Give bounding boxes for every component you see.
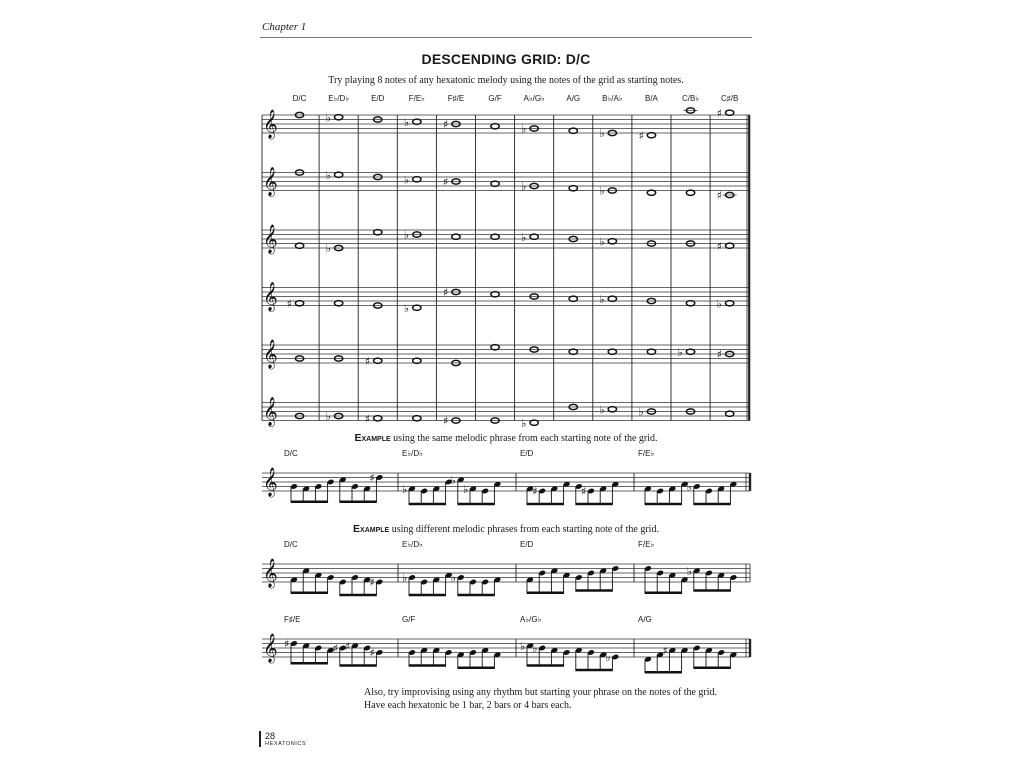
whole-note xyxy=(686,190,694,195)
flat-icon: ♭ xyxy=(521,180,527,193)
whole-note xyxy=(491,181,499,186)
grid-column-label: E/D xyxy=(371,94,385,103)
whole-note xyxy=(647,349,655,354)
sharp-icon: ♯ xyxy=(662,644,668,658)
flat-icon: ♭ xyxy=(403,115,410,129)
whole-note xyxy=(491,292,499,297)
grid-column-label: C♯/B xyxy=(720,94,739,103)
grid-column-label: D/C xyxy=(292,94,307,103)
flat-icon: ♭ xyxy=(599,184,605,198)
treble-clef-icon: 𝄞 xyxy=(263,339,278,368)
flat-icon: ♭ xyxy=(403,301,410,315)
flat-icon: ♭ xyxy=(403,228,410,242)
whole-note xyxy=(725,411,733,416)
flat-icon: ♭ xyxy=(402,571,408,585)
flat-icon: ♭ xyxy=(450,473,457,487)
sharp-icon: ♯ xyxy=(369,471,375,485)
flat-icon: ♭ xyxy=(403,173,410,187)
sharp-icon: ♯ xyxy=(364,354,371,368)
whole-note xyxy=(569,186,577,191)
whole-note xyxy=(334,301,342,306)
flat-icon: ♭ xyxy=(402,482,408,496)
grid-column-label: E♭/D♭ xyxy=(328,94,350,103)
treble-clef-icon: 𝄞 xyxy=(263,281,278,311)
sharp-icon: ♯ xyxy=(532,485,538,498)
grid-column-label: A/G xyxy=(566,94,581,103)
whole-note xyxy=(569,296,577,301)
whole-note xyxy=(491,234,499,239)
flat-icon: ♭ xyxy=(325,111,331,125)
treble-clef-icon: 𝄞 xyxy=(263,109,278,138)
example-label: E/D xyxy=(520,449,534,458)
whole-note xyxy=(491,345,499,350)
treble-clef-icon: 𝄞 xyxy=(263,166,278,196)
example-label: F/E♭ xyxy=(638,540,655,549)
flat-icon: ♭ xyxy=(599,292,605,306)
example-label: E/D xyxy=(520,540,534,549)
flat-icon: ♭ xyxy=(521,230,527,244)
sharp-icon: ♯ xyxy=(442,118,449,131)
flat-icon: ♭ xyxy=(325,168,331,182)
flat-icon: ♭ xyxy=(450,571,457,585)
whole-note xyxy=(413,305,421,310)
flat-icon: ♭ xyxy=(521,416,527,430)
whole-note xyxy=(374,416,382,421)
whole-note xyxy=(725,110,733,115)
sharp-icon: ♯ xyxy=(716,348,722,361)
whole-note xyxy=(608,407,616,412)
sharp-icon: ♯ xyxy=(442,175,449,189)
sharp-icon: ♯ xyxy=(442,414,449,428)
whole-note xyxy=(452,234,460,239)
sharp-icon: ♯ xyxy=(581,485,587,498)
whole-note xyxy=(686,301,694,306)
book-title: HEXATONICS xyxy=(265,741,307,747)
whole-note xyxy=(413,177,421,182)
whole-note xyxy=(413,358,421,363)
sharp-icon: ♯ xyxy=(638,129,644,143)
page-number: 28 xyxy=(265,731,276,741)
flat-icon: ♭ xyxy=(686,564,693,578)
flat-icon: ♭ xyxy=(677,345,683,359)
whole-note xyxy=(413,416,421,421)
example-label: A♭/G♭ xyxy=(520,615,542,624)
grid-column-label: C/B♭ xyxy=(681,94,700,103)
whole-note xyxy=(334,172,342,177)
example-label: E♭/D♭ xyxy=(402,449,423,458)
whole-note xyxy=(334,115,342,120)
example-label: D/C xyxy=(284,540,298,549)
whole-note xyxy=(295,301,303,306)
example2-caption-lead: Example xyxy=(353,523,390,535)
example1-caption-text: using the same melodic phrase from each starting note of the grid. xyxy=(390,433,658,444)
grid-column-label: F♯/E xyxy=(447,94,465,103)
flat-icon: ♭ xyxy=(325,410,331,423)
flat-icon: ♭ xyxy=(599,127,605,140)
flat-icon: ♭ xyxy=(325,242,331,255)
example-label: A/G xyxy=(638,615,652,624)
page-title: DESCENDING GRID: D/C xyxy=(421,51,591,67)
grid-column-label: F/E♭ xyxy=(408,94,425,103)
grid-column-label: G/F xyxy=(488,94,502,103)
flat-icon: ♭ xyxy=(599,235,605,249)
flat-icon: ♭ xyxy=(638,405,644,419)
whole-note xyxy=(374,230,382,235)
flat-icon: ♭ xyxy=(532,642,538,655)
example-label: E♭/D♭ xyxy=(402,540,423,549)
whole-note xyxy=(413,119,421,124)
flat-icon: ♭ xyxy=(599,403,605,417)
whole-note xyxy=(647,133,655,138)
flat-icon: ♭ xyxy=(686,480,693,494)
sharp-icon: ♯ xyxy=(345,639,351,653)
whole-note xyxy=(608,349,616,354)
whole-note xyxy=(608,296,616,301)
sharp-icon: ♯ xyxy=(716,106,722,120)
example2-caption-text: using different melodic phrases from each starting note of the grid. xyxy=(389,524,659,535)
grid-column-label: A♭/G♭ xyxy=(523,94,545,103)
flat-icon: ♭ xyxy=(521,122,527,136)
sharp-icon: ♯ xyxy=(442,286,449,299)
whole-note xyxy=(530,234,538,239)
sharp-icon: ♯ xyxy=(364,412,371,426)
flat-icon: ♭ xyxy=(716,297,722,311)
example-label: F♯/E xyxy=(284,615,301,624)
example-label: F/E♭ xyxy=(638,449,655,458)
whole-note xyxy=(608,239,616,244)
example-label: G/F xyxy=(402,615,416,624)
sharp-icon: ♯ xyxy=(716,189,722,202)
sharp-icon: ♯ xyxy=(369,576,375,589)
whole-note xyxy=(725,243,733,248)
treble-clef-icon: 𝄞 xyxy=(263,467,278,496)
sharp-icon: ♯ xyxy=(369,646,375,660)
sharp-icon: ♯ xyxy=(286,297,292,311)
grid-column-label: B/A xyxy=(644,94,658,103)
whole-note xyxy=(725,301,733,306)
whole-note xyxy=(569,128,577,133)
treble-clef-icon: 𝄞 xyxy=(263,396,278,426)
whole-note xyxy=(295,243,303,248)
treble-clef-icon: 𝄞 xyxy=(263,224,278,253)
whole-note xyxy=(647,190,655,195)
sharp-icon: ♯ xyxy=(332,642,339,655)
whole-note xyxy=(374,358,382,363)
whole-note xyxy=(686,349,694,354)
whole-note xyxy=(569,349,577,354)
chapter-header: Chapter 1 xyxy=(262,21,307,33)
whole-note xyxy=(491,124,499,129)
sharp-icon: ♯ xyxy=(284,637,290,651)
flat-icon: ♭ xyxy=(520,639,526,653)
example-label: D/C xyxy=(284,449,298,458)
flat-icon: ♭ xyxy=(463,482,469,496)
treble-clef-icon: 𝄞 xyxy=(263,558,278,587)
whole-note xyxy=(530,420,538,425)
example1-caption-lead: Example xyxy=(354,432,391,444)
grid-column-label: B♭/A♭ xyxy=(602,94,623,103)
grid-instructions: Try playing 8 notes of any hexatonic melody using the notes of the grid as starting notes. xyxy=(328,75,684,86)
flat-icon: ♭ xyxy=(605,651,611,664)
treble-clef-icon: 𝄞 xyxy=(263,633,278,662)
sharp-icon: ♯ xyxy=(716,239,722,253)
closing-paragraph: Also, try improvising using any rhythm but starting your phrase on the notes of the grid. Have each hexatonic be 1 bar, 2 bars or 4 bars each. xyxy=(364,687,718,711)
